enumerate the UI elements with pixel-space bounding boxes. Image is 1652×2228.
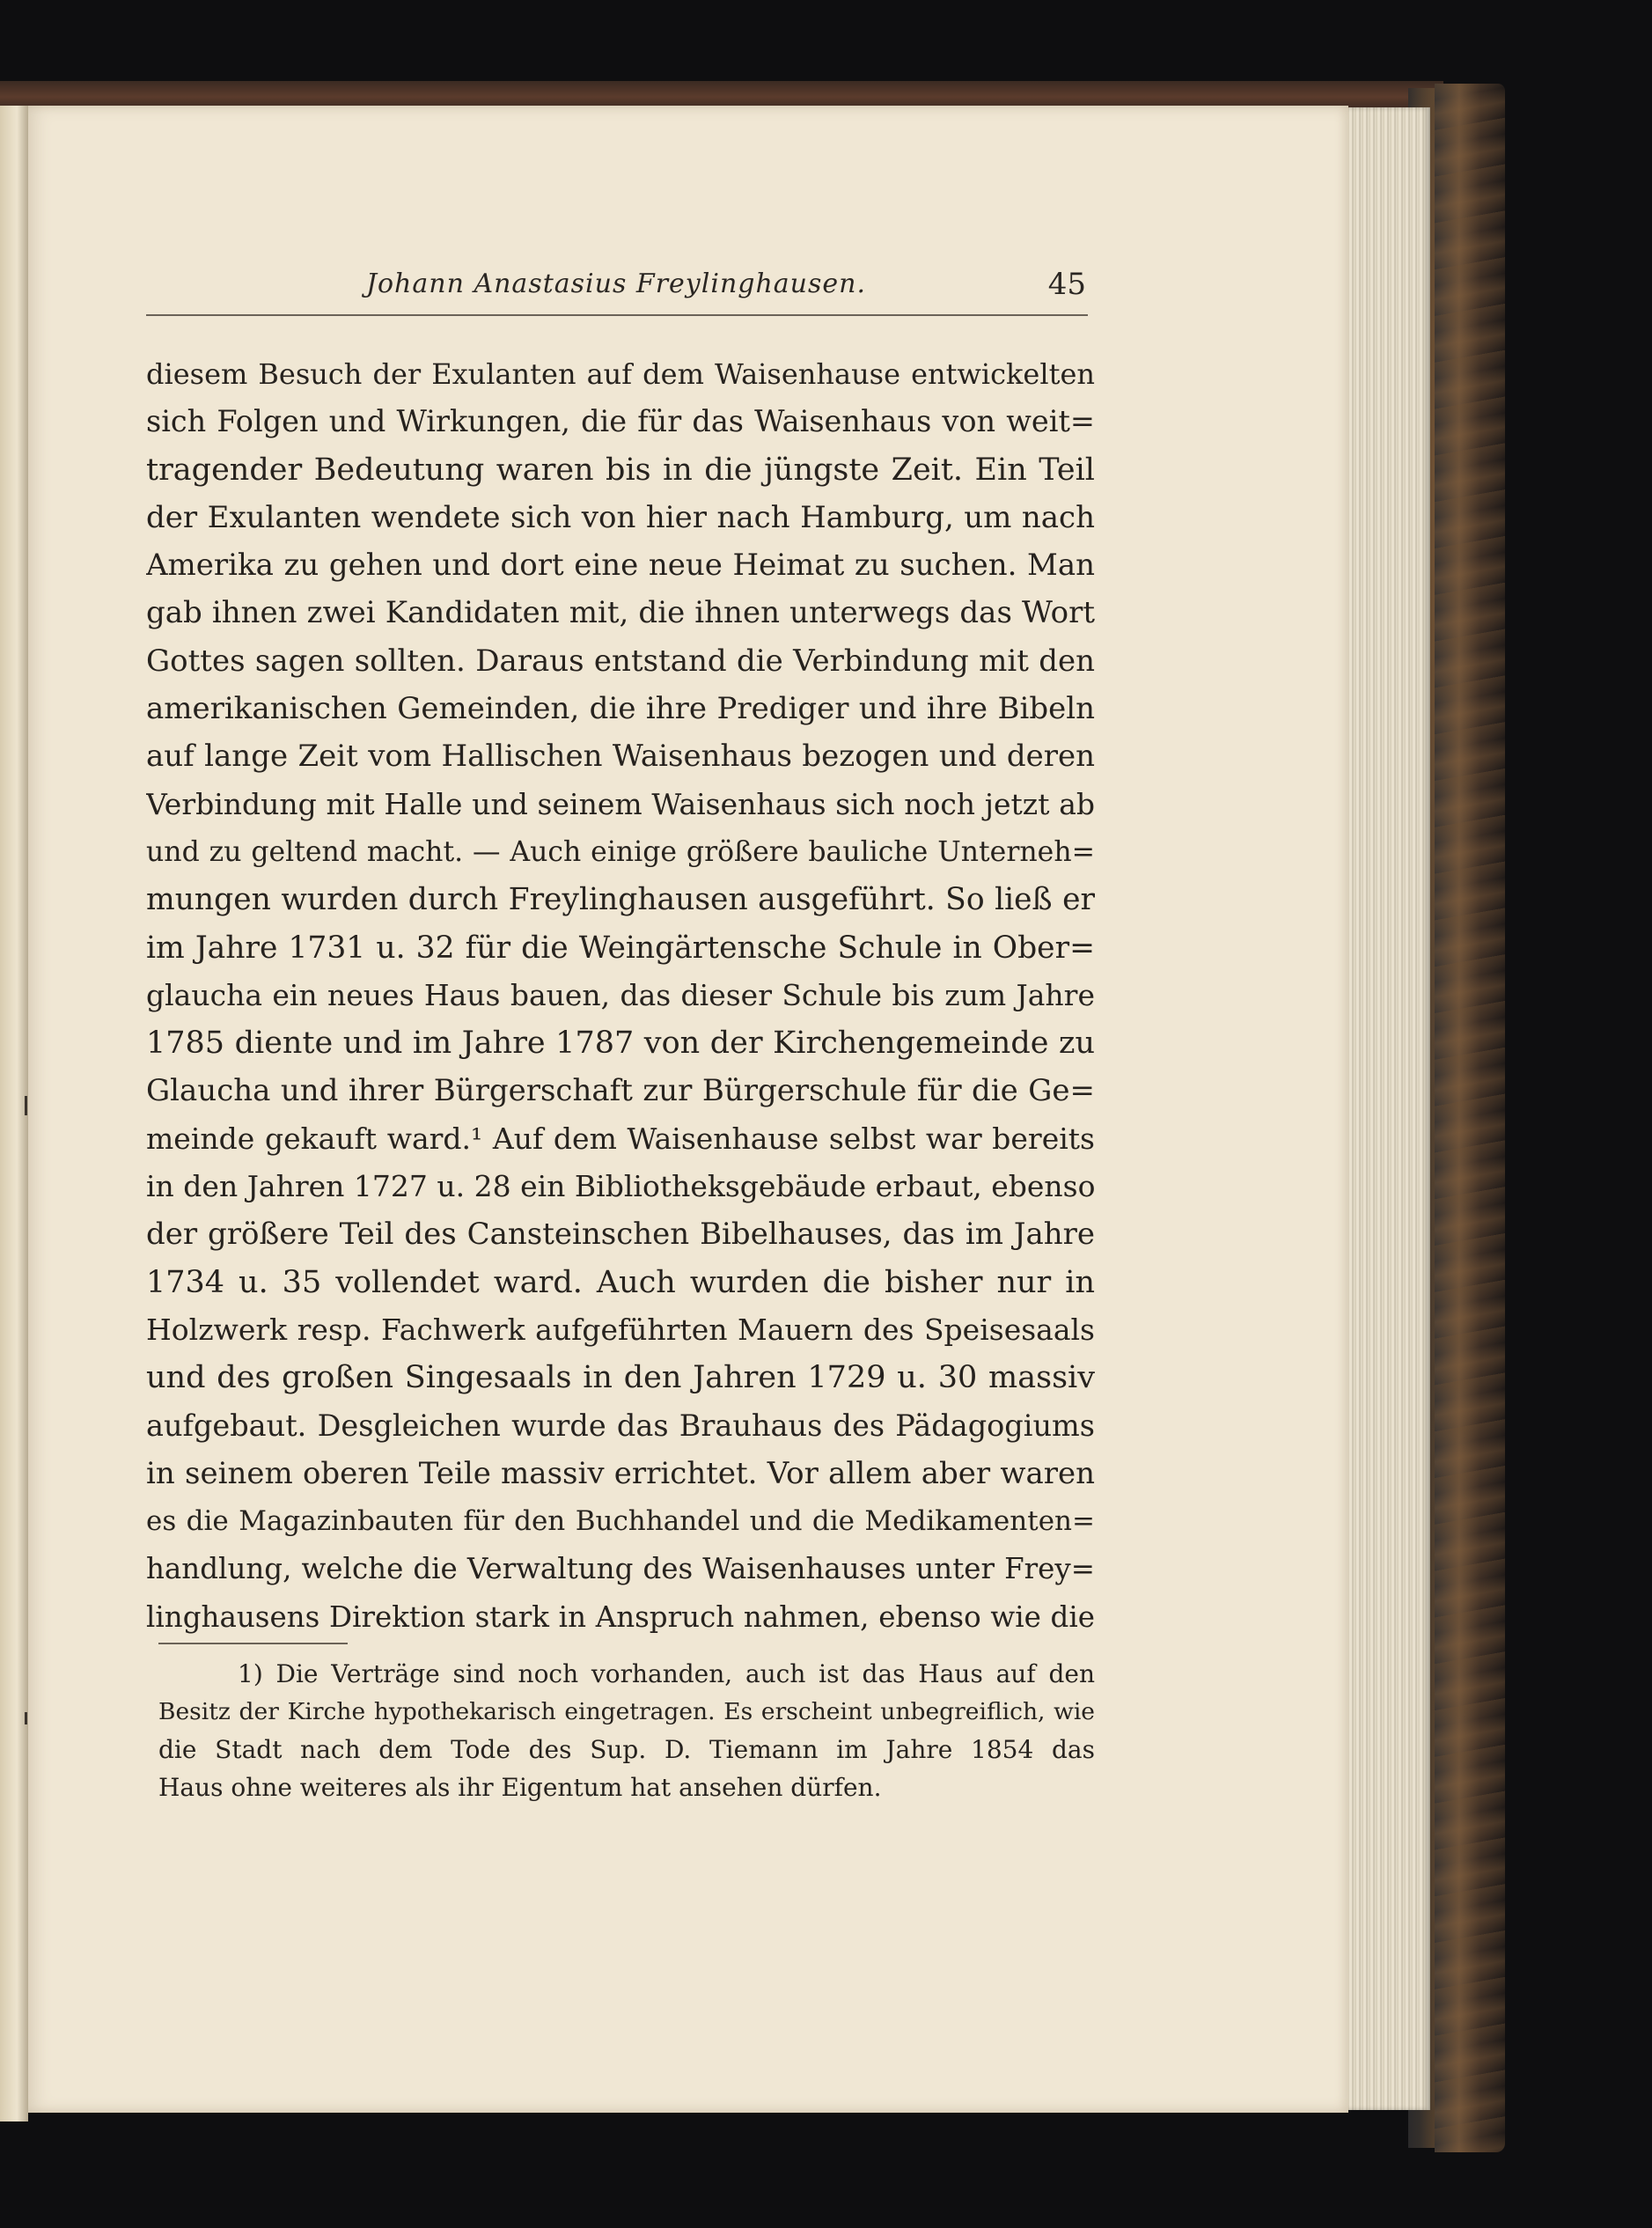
body-text (146, 350, 1095, 1641)
text-line: im Jahre 1731 u. 32 für die Weingärtensche Schule in Ober= (146, 930, 1095, 966)
text-line: der Exulanten wendete sich von hier nach Hamburg, um nach (146, 499, 1095, 535)
header-rule (146, 314, 1088, 316)
text-line: Glaucha und ihrer Bürgerschaft zur Bürgerschule für die Ge= (146, 1073, 1095, 1109)
text-line: diesem Besuch der Exulanten auf dem Waisenhause entwickelten (146, 357, 1095, 391)
text-line: in seinem oberen Teile massiv errichtet. Vor allem aber waren (146, 1455, 1095, 1491)
margin-mark (25, 1096, 27, 1115)
footnote-line: Besitz der Kirche hypothekarisch eingetragen. Es erscheint unbegreiflich, wie (158, 1698, 1095, 1725)
text-line: sich Folgen und Wirkungen, die für das Waisenhaus von weit= (146, 404, 1095, 439)
running-head: Johann Anastasius Freylinghausen. (365, 268, 867, 299)
text-line: gab ihnen zwei Kandidaten mit, die ihnen unterwegs das Wort (146, 595, 1095, 631)
footnotes (158, 1655, 1095, 1806)
text-line: 1785 diente und im Jahre 1787 von der Kirchengemeinde zu (146, 1026, 1095, 1062)
text-line: 1734 u. 35 vollendet ward. Auch wurden die bisher nur in (146, 1264, 1095, 1300)
text-line: Verbindung mit Halle und seinem Waisenhaus sich noch jetzt ab (146, 786, 1095, 821)
footnote-line: die Stadt nach dem Tode des Sup. D. Tiemann im Jahre 1854 das (158, 1735, 1095, 1764)
text-line: mungen wurden durch Freylinghausen ausgeführt. So ließ er (146, 882, 1095, 918)
footnote-line: Haus ohne weiteres als ihr Eigentum hat ansehen dürfen. (158, 1773, 882, 1802)
text-line: meinde gekauft ward.¹ Auf dem Waisenhause selbst war bereits (146, 1121, 1095, 1156)
page-header (146, 268, 1086, 313)
text-line: glaucha ein neues Haus bauen, das dieser Schule bis zum Jahre (146, 977, 1095, 1012)
page-number: 45 (1047, 267, 1086, 302)
text-line: der größere Teil des Cansteinschen Bibelhauses, das im Jahre (146, 1217, 1095, 1253)
text-line: handlung, welche die Verwaltung des Waisenhauses unter Frey= (146, 1552, 1095, 1586)
text-line: tragender Bedeutung waren bis in die jüngste Zeit. Ein Teil (146, 452, 1095, 488)
text-line: in den Jahren 1727 u. 28 ein Bibliotheksgebäude erbaut, ebenso (146, 1169, 1095, 1204)
text-line: Gottes sagen sollten. Daraus entstand die Verbindung mit den (146, 643, 1095, 679)
page-stack-edges (1342, 107, 1430, 2110)
text-line: und des großen Singesaals in den Jahren 1729 u. 30 massiv (146, 1360, 1095, 1396)
text-line: Holzwerk resp. Fachwerk aufgeführten Mauern des Speisesaals (146, 1312, 1095, 1347)
text-line: auf lange Zeit vom Hallischen Waisenhaus bezogen und deren (146, 739, 1095, 775)
text-line: amerikanischen Gemeinden, die ihre Prediger und ihre Bibeln (146, 691, 1095, 727)
text-line: linghausens Direktion stark in Anspruch nahmen, ebenso wie die (146, 1599, 1095, 1634)
text-line: Amerika zu gehen und dort eine neue Heimat zu suchen. Man (146, 548, 1095, 584)
book-cover-marbled-edge (1435, 84, 1505, 2152)
margin-mark (25, 1712, 27, 1724)
text-line: und zu geltend macht. — Auch einige größere bauliche Unterneh= (146, 835, 1095, 868)
footnote-rule (158, 1643, 348, 1644)
footnote-line: 1) Die Verträge sind noch vorhanden, auch ist das Haus auf den (238, 1659, 1095, 1688)
text-line: aufgebaut. Desgleichen wurde das Brauhaus des Pädagogiums (146, 1408, 1095, 1443)
text-line: es die Magazinbauten für den Buchhandel und die Medikamenten= (146, 1505, 1095, 1538)
